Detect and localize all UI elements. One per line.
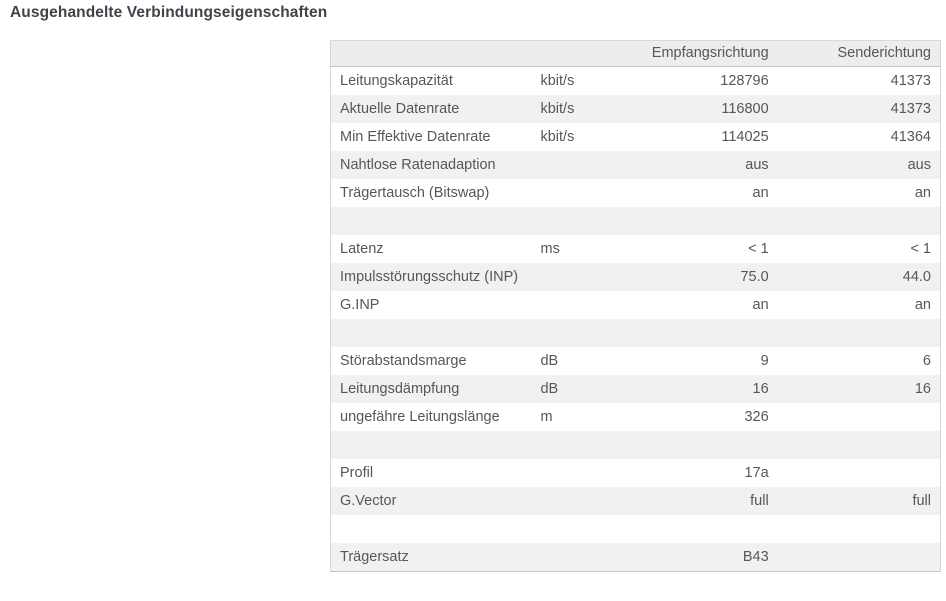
row-label: Trägersatz bbox=[340, 549, 409, 565]
row-label: Störabstandsmarge bbox=[340, 353, 467, 369]
row-unit: ms bbox=[540, 241, 560, 257]
row-unit: dB bbox=[540, 353, 559, 369]
row-value-senderichtung: 41373 bbox=[890, 73, 931, 89]
row-label: Min Effektive Datenrate bbox=[340, 129, 491, 145]
row-unit bbox=[531, 179, 642, 207]
row-label: Aktuelle Datenrate bbox=[340, 101, 460, 117]
table-row bbox=[331, 263, 941, 291]
row-value-senderichtung bbox=[778, 459, 941, 487]
spacer-row bbox=[331, 431, 941, 459]
page-title: Ausgehandelte Verbindungseigenschaften bbox=[10, 4, 328, 21]
table-row bbox=[331, 375, 941, 403]
row-unit bbox=[531, 487, 642, 515]
table-header-row bbox=[331, 41, 941, 67]
row-label: Profil bbox=[340, 465, 374, 481]
header-empfangsrichtung: Empfangsrichtung bbox=[642, 41, 778, 67]
row-unit bbox=[531, 543, 642, 572]
row-value-empfangsrichtung: 116800 bbox=[721, 101, 769, 117]
spacer-row bbox=[331, 515, 941, 543]
row-unit: m bbox=[540, 409, 553, 425]
header-unit bbox=[531, 41, 642, 67]
row-value-empfangsrichtung: 75.0 bbox=[740, 269, 769, 285]
row-label: G.INP bbox=[340, 297, 380, 313]
row-value-empfangsrichtung: B43 bbox=[742, 549, 769, 565]
row-value-senderichtung: an bbox=[914, 185, 931, 201]
header-senderichtung: Senderichtung bbox=[778, 41, 941, 67]
row-label: Leitungskapazität bbox=[340, 73, 453, 89]
row-label: G.Vector bbox=[340, 493, 397, 509]
row-unit bbox=[531, 263, 642, 291]
spacer-cell bbox=[331, 319, 941, 347]
table-row bbox=[331, 123, 941, 151]
spacer-row bbox=[331, 207, 941, 235]
row-value-empfangsrichtung: 114025 bbox=[721, 129, 769, 145]
row-value-senderichtung: full bbox=[912, 493, 931, 509]
row-value-senderichtung: 6 bbox=[922, 353, 931, 369]
row-unit: dB bbox=[540, 381, 559, 397]
row-value-senderichtung bbox=[778, 543, 941, 572]
table-row bbox=[331, 403, 941, 431]
row-value-empfangsrichtung: < 1 bbox=[748, 241, 769, 257]
row-unit bbox=[531, 151, 642, 179]
row-unit: kbit/s bbox=[540, 101, 575, 117]
spacer-cell bbox=[331, 207, 941, 235]
row-value-senderichtung: an bbox=[914, 297, 931, 313]
row-value-empfangsrichtung: 9 bbox=[760, 353, 769, 369]
row-value-empfangsrichtung: 16 bbox=[752, 381, 769, 397]
row-value-empfangsrichtung: 17a bbox=[744, 465, 769, 481]
table-row bbox=[331, 67, 941, 96]
row-label: Latenz bbox=[340, 241, 384, 257]
row-value-senderichtung: aus bbox=[907, 157, 931, 173]
row-value-senderichtung: 41364 bbox=[890, 129, 931, 145]
connection-properties-table bbox=[330, 40, 941, 572]
row-unit bbox=[531, 459, 642, 487]
spacer-cell bbox=[331, 431, 941, 459]
row-value-empfangsrichtung: full bbox=[750, 493, 769, 509]
header-label bbox=[331, 41, 532, 67]
table-body bbox=[331, 67, 941, 572]
row-unit: kbit/s bbox=[540, 129, 575, 145]
row-value-empfangsrichtung: an bbox=[752, 297, 769, 313]
table-row bbox=[331, 291, 941, 319]
row-label: Trägertausch (Bitswap) bbox=[340, 185, 490, 201]
row-value-senderichtung: 44.0 bbox=[902, 269, 931, 285]
row-label: ungefähre Leitungslänge bbox=[340, 409, 500, 425]
table-row bbox=[331, 235, 941, 263]
row-value-senderichtung bbox=[778, 403, 941, 431]
table-row bbox=[331, 459, 941, 487]
row-value-empfangsrichtung: aus bbox=[745, 157, 769, 173]
row-unit: kbit/s bbox=[540, 73, 575, 89]
row-value-senderichtung: 16 bbox=[914, 381, 931, 397]
row-value-senderichtung: 41373 bbox=[890, 101, 931, 117]
row-value-empfangsrichtung: 326 bbox=[744, 409, 769, 425]
row-value-senderichtung: < 1 bbox=[910, 241, 931, 257]
row-label: Impulsstörungsschutz (INP) bbox=[340, 269, 519, 285]
row-label: Leitungsdämpfung bbox=[340, 381, 460, 397]
table-row bbox=[331, 151, 941, 179]
spacer-cell bbox=[331, 515, 941, 543]
table-row bbox=[331, 487, 941, 515]
row-label: Nahtlose Ratenadaption bbox=[340, 157, 496, 173]
table-row bbox=[331, 179, 941, 207]
connection-properties-table-wrap bbox=[330, 40, 941, 572]
row-value-empfangsrichtung: 128796 bbox=[720, 73, 769, 89]
row-value-empfangsrichtung: an bbox=[752, 185, 769, 201]
table-row bbox=[331, 95, 941, 123]
table-row bbox=[331, 543, 941, 572]
row-unit bbox=[531, 291, 642, 319]
table-row bbox=[331, 347, 941, 375]
spacer-row bbox=[331, 319, 941, 347]
